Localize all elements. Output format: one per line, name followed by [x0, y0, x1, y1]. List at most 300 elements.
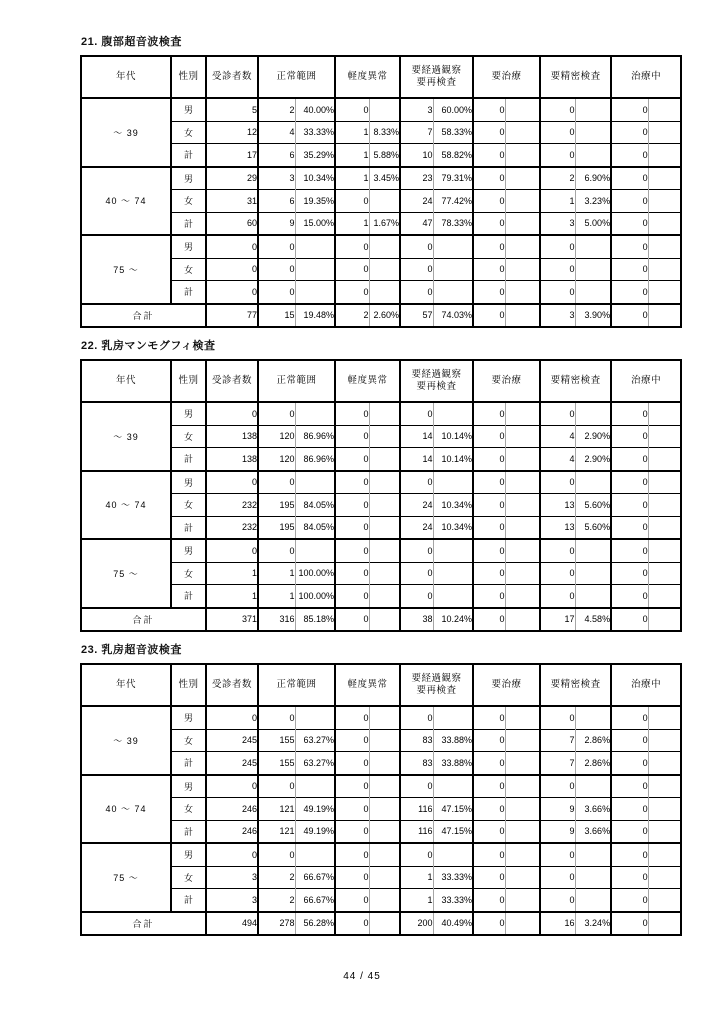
percent-cell — [648, 843, 681, 866]
count-cell: 1 — [335, 144, 369, 167]
percent-cell — [369, 843, 400, 866]
sex-cell: 女 — [171, 425, 206, 448]
examinees-cell: 232 — [206, 494, 258, 517]
count-cell: 0 — [258, 706, 295, 729]
percent-cell — [433, 775, 473, 798]
percent-cell — [575, 585, 611, 608]
percent-cell — [505, 471, 540, 494]
count-cell: 47 — [400, 212, 433, 235]
count-cell: 1 — [258, 562, 295, 585]
count-cell: 0 — [335, 281, 369, 304]
count-cell: 0 — [540, 235, 575, 258]
count-cell: 0 — [335, 608, 369, 632]
percent-cell — [575, 235, 611, 258]
count-cell: 0 — [611, 471, 648, 494]
percent-cell: 3.66% — [575, 798, 611, 821]
total-row — [81, 912, 681, 936]
percent-cell: 3.90% — [575, 304, 611, 328]
percent-cell — [648, 425, 681, 448]
table-row — [81, 752, 681, 775]
section-abdominal-ultrasound — [80, 36, 680, 328]
percent-cell: 49.19% — [295, 798, 335, 821]
examinees-cell: 0 — [206, 539, 258, 562]
count-cell: 0 — [611, 494, 648, 517]
count-cell: 23 — [400, 167, 433, 190]
count-cell: 0 — [335, 706, 369, 729]
percent-cell — [505, 258, 540, 281]
count-cell: 1 — [335, 121, 369, 144]
count-cell: 121 — [258, 798, 295, 821]
results-table-host — [80, 359, 680, 632]
count-cell: 0 — [611, 190, 648, 213]
count-cell: 0 — [335, 425, 369, 448]
percent-cell — [648, 798, 681, 821]
count-cell: 0 — [540, 121, 575, 144]
count-cell: 0 — [335, 190, 369, 213]
count-cell: 13 — [540, 516, 575, 539]
col-header-under-treatment: 治療中 — [611, 360, 681, 402]
total-label-cell: 合計 — [81, 608, 206, 632]
table-row — [81, 144, 681, 167]
percent-cell: 60.00% — [433, 98, 473, 121]
examinees-cell: 3 — [206, 889, 258, 912]
count-cell: 116 — [400, 798, 433, 821]
col-header-mild-abnormality: 軽度異常 — [335, 664, 400, 706]
percent-cell: 66.67% — [295, 889, 335, 912]
percent-cell — [295, 402, 335, 425]
col-header-sex: 性別 — [171, 56, 206, 98]
count-cell: 0 — [473, 304, 505, 328]
percent-cell — [505, 425, 540, 448]
percent-cell — [505, 775, 540, 798]
percent-cell — [369, 798, 400, 821]
count-cell: 0 — [258, 539, 295, 562]
percent-cell: 58.82% — [433, 144, 473, 167]
count-cell: 0 — [540, 843, 575, 866]
percent-cell — [369, 820, 400, 843]
table-row — [81, 98, 681, 121]
table-row — [81, 494, 681, 517]
percent-cell: 49.19% — [295, 820, 335, 843]
percent-cell — [648, 281, 681, 304]
percent-cell: 3.66% — [575, 820, 611, 843]
count-cell: 155 — [258, 729, 295, 752]
percent-cell: 5.00% — [575, 212, 611, 235]
col-header-age: 年代 — [81, 664, 171, 706]
count-cell: 0 — [473, 775, 505, 798]
examinees-cell: 0 — [206, 258, 258, 281]
count-cell: 0 — [611, 167, 648, 190]
percent-cell — [575, 889, 611, 912]
percent-cell — [575, 866, 611, 889]
count-cell: 0 — [540, 402, 575, 425]
sex-cell: 男 — [171, 775, 206, 798]
percent-cell: 33.33% — [433, 889, 473, 912]
percent-cell — [648, 448, 681, 471]
count-cell: 0 — [335, 448, 369, 471]
percent-cell: 85.18% — [295, 608, 335, 632]
table-title: 23. 乳房超音波検査 — [81, 644, 182, 656]
percent-cell — [369, 752, 400, 775]
count-cell: 2 — [540, 167, 575, 190]
count-cell: 0 — [473, 281, 505, 304]
percent-cell — [575, 843, 611, 866]
count-cell: 0 — [473, 585, 505, 608]
percent-cell — [295, 775, 335, 798]
sex-cell: 計 — [171, 585, 206, 608]
percent-cell: 6.90% — [575, 167, 611, 190]
count-cell: 0 — [335, 98, 369, 121]
count-cell: 14 — [400, 448, 433, 471]
col-header-sex: 性別 — [171, 664, 206, 706]
col-header-normal-range: 正常範囲 — [258, 664, 335, 706]
percent-cell: 10.24% — [433, 608, 473, 632]
count-cell: 0 — [473, 820, 505, 843]
percent-cell — [648, 190, 681, 213]
percent-cell — [505, 889, 540, 912]
count-cell: 0 — [473, 402, 505, 425]
count-cell: 278 — [258, 912, 295, 936]
count-cell: 0 — [400, 235, 433, 258]
count-cell: 3 — [400, 98, 433, 121]
examinees-cell: 0 — [206, 843, 258, 866]
col-header-under-treatment: 治療中 — [611, 56, 681, 98]
count-cell: 0 — [473, 866, 505, 889]
count-cell: 1 — [400, 889, 433, 912]
col-header-examinees: 受診者数 — [206, 664, 258, 706]
percent-cell — [433, 281, 473, 304]
count-cell: 0 — [540, 889, 575, 912]
count-cell: 0 — [400, 471, 433, 494]
percent-cell — [505, 912, 540, 936]
count-cell: 0 — [611, 752, 648, 775]
percent-cell: 33.33% — [433, 866, 473, 889]
count-cell: 0 — [540, 562, 575, 585]
sex-cell: 計 — [171, 889, 206, 912]
examinees-cell: 3 — [206, 866, 258, 889]
percent-cell — [505, 866, 540, 889]
examinees-cell: 12 — [206, 121, 258, 144]
sex-cell: 女 — [171, 729, 206, 752]
percent-cell: 86.96% — [295, 425, 335, 448]
sex-cell: 女 — [171, 494, 206, 517]
percent-cell: 33.33% — [295, 121, 335, 144]
count-cell: 0 — [540, 471, 575, 494]
table-row — [81, 729, 681, 752]
results-table-host — [80, 663, 680, 936]
count-cell: 4 — [540, 448, 575, 471]
count-cell: 0 — [611, 212, 648, 235]
count-cell: 0 — [473, 608, 505, 632]
count-cell: 0 — [473, 448, 505, 471]
age-cell: 75 ～ — [81, 843, 171, 912]
sex-cell: 男 — [171, 706, 206, 729]
percent-cell — [648, 471, 681, 494]
count-cell: 0 — [335, 516, 369, 539]
percent-cell — [505, 820, 540, 843]
percent-cell: 5.60% — [575, 516, 611, 539]
table-row — [81, 167, 681, 190]
percent-cell — [648, 98, 681, 121]
examinees-cell: 0 — [206, 775, 258, 798]
count-cell: 7 — [400, 121, 433, 144]
col-header-detailed-exam: 要精密検査 — [540, 360, 611, 402]
percent-cell — [433, 585, 473, 608]
count-cell: 0 — [335, 258, 369, 281]
table-row — [81, 585, 681, 608]
percent-cell: 3.23% — [575, 190, 611, 213]
percent-cell: 100.00% — [295, 585, 335, 608]
count-cell: 0 — [473, 729, 505, 752]
count-cell: 13 — [540, 494, 575, 517]
sex-cell: 男 — [171, 98, 206, 121]
examinees-cell: 245 — [206, 752, 258, 775]
percent-cell — [648, 144, 681, 167]
count-cell: 0 — [335, 235, 369, 258]
percent-cell — [295, 281, 335, 304]
count-cell: 0 — [611, 843, 648, 866]
percent-cell — [505, 516, 540, 539]
count-cell: 120 — [258, 448, 295, 471]
percent-cell: 19.35% — [295, 190, 335, 213]
sex-cell: 男 — [171, 235, 206, 258]
count-cell: 0 — [473, 798, 505, 821]
percent-cell — [295, 471, 335, 494]
total-row — [81, 304, 681, 328]
percent-cell — [369, 235, 400, 258]
examinees-cell: 31 — [206, 190, 258, 213]
table-row — [81, 402, 681, 425]
count-cell: 0 — [611, 539, 648, 562]
percent-cell — [369, 190, 400, 213]
count-cell: 2 — [258, 98, 295, 121]
percent-cell: 2.90% — [575, 448, 611, 471]
percent-cell: 2.86% — [575, 752, 611, 775]
percent-cell: 10.14% — [433, 448, 473, 471]
table-row — [81, 798, 681, 821]
count-cell: 0 — [611, 585, 648, 608]
examinees-cell: 60 — [206, 212, 258, 235]
percent-cell — [369, 562, 400, 585]
percent-cell: 8.33% — [369, 121, 400, 144]
total-row — [81, 608, 681, 632]
count-cell: 0 — [611, 448, 648, 471]
count-cell: 0 — [400, 258, 433, 281]
col-header-under-treatment: 治療中 — [611, 664, 681, 706]
percent-cell: 10.34% — [433, 516, 473, 539]
count-cell: 0 — [400, 706, 433, 729]
count-cell: 0 — [473, 889, 505, 912]
percent-cell — [505, 539, 540, 562]
percent-cell: 1.67% — [369, 212, 400, 235]
total-label-cell: 合計 — [81, 304, 206, 328]
sex-cell: 女 — [171, 121, 206, 144]
percent-cell: 5.88% — [369, 144, 400, 167]
col-header-mild-abnormality: 軽度異常 — [335, 56, 400, 98]
count-cell: 0 — [258, 775, 295, 798]
percent-cell — [505, 402, 540, 425]
count-cell: 9 — [258, 212, 295, 235]
percent-cell — [505, 494, 540, 517]
percent-cell — [433, 471, 473, 494]
count-cell: 0 — [335, 866, 369, 889]
col-header-followup-reexam: 要経過観察 要再検査 — [400, 664, 473, 706]
sex-cell: 男 — [171, 471, 206, 494]
percent-cell: 56.28% — [295, 912, 335, 936]
sex-cell: 計 — [171, 448, 206, 471]
header-row — [81, 664, 681, 706]
count-cell: 2 — [335, 304, 369, 328]
percent-cell — [575, 775, 611, 798]
examinees-cell: 0 — [206, 235, 258, 258]
count-cell: 116 — [400, 820, 433, 843]
table-row — [81, 281, 681, 304]
percent-cell: 47.15% — [433, 820, 473, 843]
percent-cell — [433, 539, 473, 562]
count-cell: 1 — [540, 190, 575, 213]
percent-cell — [369, 402, 400, 425]
col-header-treatment-required: 要治療 — [473, 360, 540, 402]
percent-cell — [648, 608, 681, 632]
table-row — [81, 889, 681, 912]
percent-cell — [505, 281, 540, 304]
percent-cell — [648, 121, 681, 144]
count-cell: 0 — [335, 775, 369, 798]
table-row — [81, 562, 681, 585]
percent-cell: 33.88% — [433, 752, 473, 775]
percent-cell: 63.27% — [295, 729, 335, 752]
sex-cell: 計 — [171, 820, 206, 843]
examinees-cell: 0 — [206, 281, 258, 304]
results-table — [80, 359, 682, 632]
count-cell: 0 — [335, 843, 369, 866]
percent-cell — [505, 212, 540, 235]
percent-cell: 3.24% — [575, 912, 611, 936]
table-row — [81, 706, 681, 729]
count-cell: 0 — [611, 775, 648, 798]
table-row — [81, 516, 681, 539]
col-header-normal-range: 正常範囲 — [258, 56, 335, 98]
percent-cell — [648, 516, 681, 539]
percent-cell: 10.34% — [433, 494, 473, 517]
count-cell: 4 — [258, 121, 295, 144]
count-cell: 0 — [400, 775, 433, 798]
count-cell: 0 — [540, 98, 575, 121]
count-cell: 0 — [611, 402, 648, 425]
percent-cell — [505, 562, 540, 585]
sex-cell: 女 — [171, 258, 206, 281]
percent-cell — [369, 775, 400, 798]
count-cell: 57 — [400, 304, 433, 328]
col-header-treatment-required: 要治療 — [473, 664, 540, 706]
examinees-cell: 246 — [206, 798, 258, 821]
count-cell: 0 — [540, 706, 575, 729]
percent-cell — [505, 798, 540, 821]
count-cell: 155 — [258, 752, 295, 775]
table-row — [81, 539, 681, 562]
count-cell: 0 — [473, 912, 505, 936]
col-header-detailed-exam: 要精密検査 — [540, 56, 611, 98]
count-cell: 0 — [540, 144, 575, 167]
count-cell: 0 — [540, 866, 575, 889]
percent-cell — [505, 98, 540, 121]
percent-cell: 40.49% — [433, 912, 473, 936]
count-cell: 2 — [258, 889, 295, 912]
count-cell: 316 — [258, 608, 295, 632]
percent-cell — [295, 843, 335, 866]
count-cell: 0 — [335, 889, 369, 912]
examinees-cell: 77 — [206, 304, 258, 328]
percent-cell — [369, 471, 400, 494]
percent-cell — [575, 539, 611, 562]
count-cell: 0 — [540, 585, 575, 608]
table-row — [81, 448, 681, 471]
count-cell: 200 — [400, 912, 433, 936]
percent-cell — [433, 235, 473, 258]
count-cell: 0 — [611, 706, 648, 729]
table-title: 22. 乳房マンモグフィ検査 — [81, 340, 216, 352]
count-cell: 1 — [335, 167, 369, 190]
percent-cell — [648, 585, 681, 608]
percent-cell: 66.67% — [295, 866, 335, 889]
percent-cell — [575, 258, 611, 281]
count-cell: 0 — [400, 281, 433, 304]
percent-cell: 5.60% — [575, 494, 611, 517]
sex-cell: 計 — [171, 144, 206, 167]
col-header-examinees: 受診者数 — [206, 56, 258, 98]
count-cell: 0 — [611, 562, 648, 585]
count-cell: 0 — [335, 562, 369, 585]
age-cell: 75 ～ — [81, 235, 171, 304]
examinees-cell: 0 — [206, 402, 258, 425]
table-row — [81, 425, 681, 448]
header-row — [81, 56, 681, 98]
results-table — [80, 55, 682, 328]
count-cell: 0 — [473, 167, 505, 190]
percent-cell: 58.33% — [433, 121, 473, 144]
age-cell: 40 ～ 74 — [81, 775, 171, 844]
sex-cell: 男 — [171, 539, 206, 562]
count-cell: 9 — [540, 798, 575, 821]
percent-cell — [648, 889, 681, 912]
count-cell: 0 — [258, 281, 295, 304]
count-cell: 0 — [611, 798, 648, 821]
count-cell: 1 — [258, 585, 295, 608]
percent-cell — [369, 912, 400, 936]
percent-cell — [648, 402, 681, 425]
percent-cell — [648, 258, 681, 281]
sex-cell: 男 — [171, 843, 206, 866]
count-cell: 0 — [540, 539, 575, 562]
table-row — [81, 866, 681, 889]
col-header-detailed-exam: 要精密検査 — [540, 664, 611, 706]
percent-cell: 10.34% — [295, 167, 335, 190]
count-cell: 24 — [400, 516, 433, 539]
table-row — [81, 121, 681, 144]
percent-cell: 78.33% — [433, 212, 473, 235]
count-cell: 0 — [473, 752, 505, 775]
count-cell: 120 — [258, 425, 295, 448]
sex-cell: 計 — [171, 281, 206, 304]
examinees-cell: 246 — [206, 820, 258, 843]
sex-cell: 女 — [171, 190, 206, 213]
count-cell: 0 — [611, 912, 648, 936]
age-cell: ～ 39 — [81, 402, 171, 471]
percent-cell — [505, 121, 540, 144]
percent-cell — [295, 258, 335, 281]
col-header-mild-abnormality: 軽度異常 — [335, 360, 400, 402]
col-header-followup-reexam: 要経過観察 要再検査 — [400, 360, 473, 402]
